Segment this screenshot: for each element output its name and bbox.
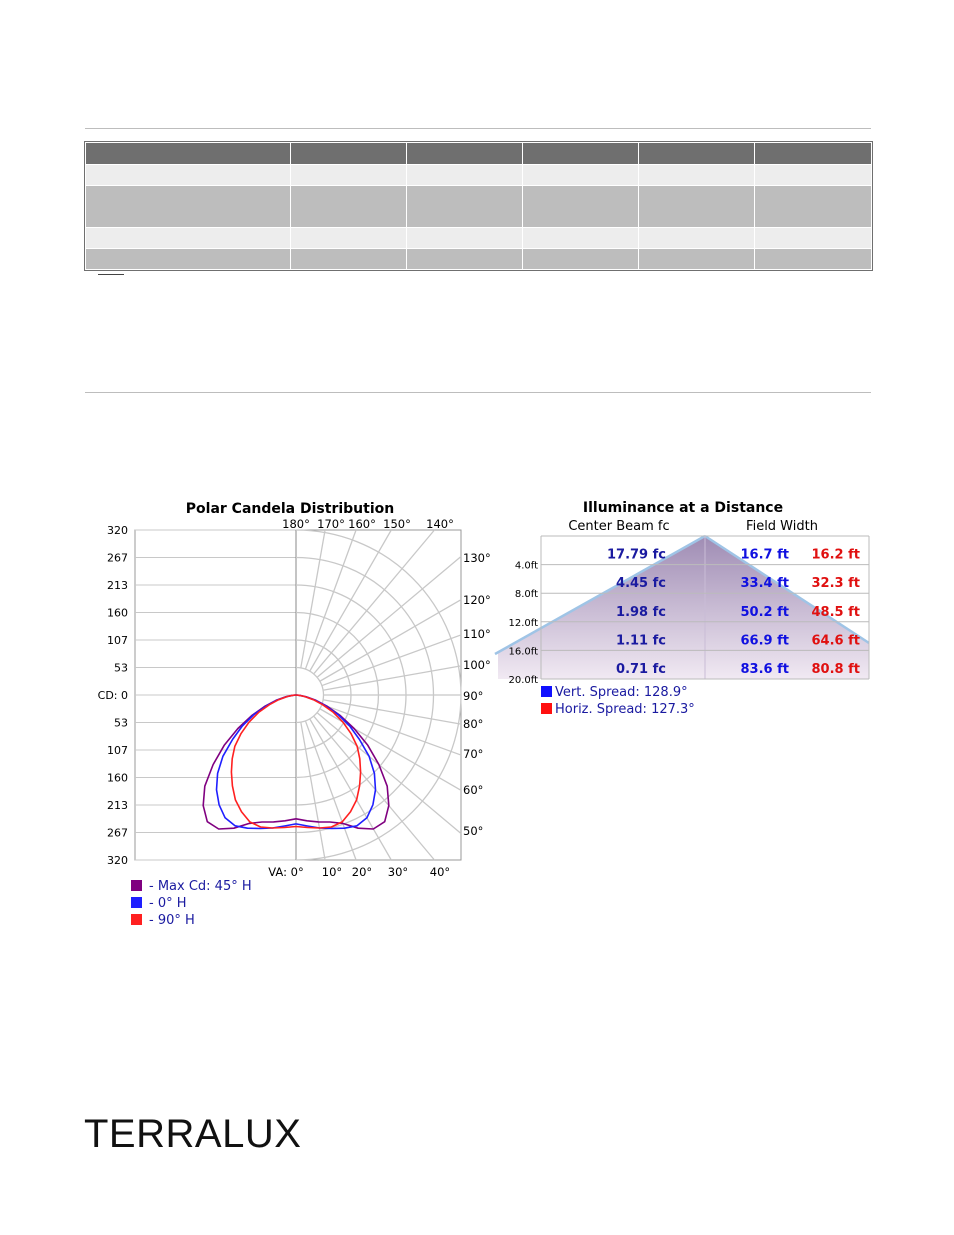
spec-row xyxy=(86,249,872,270)
polar-angle-label: 130° xyxy=(463,551,491,565)
legend-label: Vert. Spread: 128.9° xyxy=(555,685,688,700)
polar-radial-label: 213 xyxy=(107,579,128,592)
field-width-header: Field Width xyxy=(746,519,818,534)
spec-cell xyxy=(86,143,291,165)
section-divider xyxy=(85,392,871,393)
legend-swatch xyxy=(541,686,552,697)
polar-angle-label: 160° xyxy=(348,517,376,531)
spec-cell xyxy=(407,186,523,228)
spec-cell xyxy=(523,249,639,270)
horiz-width-value: 32.3 ft xyxy=(811,576,860,592)
distance-label: 20.0ft xyxy=(508,675,538,686)
spec-row xyxy=(86,165,872,186)
spec-cell xyxy=(407,228,523,249)
polar-radial-label: 267 xyxy=(107,551,128,565)
spec-cell xyxy=(639,249,755,270)
horiz-width-value: 16.2 ft xyxy=(811,547,860,563)
polar-angle-label: 90° xyxy=(463,689,484,703)
spec-cell xyxy=(291,143,407,165)
legend-label: - Max Cd: 45° H xyxy=(149,879,252,894)
polar-radial-label: 107 xyxy=(107,744,128,757)
polar-radial-label: 267 xyxy=(107,826,128,840)
polar-radial-label: 160 xyxy=(107,606,128,620)
spec-cell xyxy=(291,165,407,186)
spec-cell xyxy=(639,143,755,165)
polar-angle-label: 20° xyxy=(351,865,373,879)
polar-title: Polar Candela Distribution xyxy=(185,501,395,517)
polar-angle-label: 30° xyxy=(387,865,409,879)
center-beam-value: 17.79 fc xyxy=(606,547,666,563)
polar-candela-chart xyxy=(85,495,491,935)
polar-radial-label: 107 xyxy=(107,634,128,647)
spec-row xyxy=(86,228,872,249)
spec-table xyxy=(85,142,872,270)
illuminance-title: Illuminance at a Distance xyxy=(582,500,784,516)
polar-angle-label: 110° xyxy=(463,627,491,641)
horiz-width-value: 64.6 ft xyxy=(811,633,860,649)
spec-cell xyxy=(291,186,407,228)
center-beam-value: 4.45 fc xyxy=(616,576,666,592)
top-divider xyxy=(85,128,871,129)
distance-label: 12.0ft xyxy=(508,617,538,629)
vert-width-value: 16.7 ft xyxy=(740,547,789,563)
vert-width-value: 66.9 ft xyxy=(740,633,789,649)
spec-cell xyxy=(639,165,755,186)
legend-swatch xyxy=(131,897,142,908)
spec-cell xyxy=(86,186,291,228)
polar-angle-label: 180° xyxy=(282,517,310,531)
spec-cell xyxy=(523,165,639,186)
polar-angle-label: 60° xyxy=(463,783,484,797)
distance-label: 8.0ft xyxy=(514,589,538,601)
polar-radial-label: 53 xyxy=(114,661,128,675)
legend-swatch xyxy=(131,914,142,925)
polar-radial-label: 320 xyxy=(107,524,128,537)
center-beam-value: 0.71 fc xyxy=(616,662,666,677)
spec-cell xyxy=(407,249,523,270)
polar-angle-label: 170° xyxy=(317,517,345,531)
legend-swatch xyxy=(541,703,552,714)
illuminance-body xyxy=(495,536,869,686)
spec-cell xyxy=(523,143,639,165)
spec-cell xyxy=(86,249,291,270)
illuminance-legend xyxy=(541,685,695,717)
spec-cell xyxy=(523,186,639,228)
legend-label: - 90° H xyxy=(149,913,195,928)
center-beam-value: 1.11 fc xyxy=(616,633,666,649)
polar-radial-label: 160 xyxy=(107,771,128,785)
polar-radial-label: CD: 0 xyxy=(97,689,128,702)
polar-angle-label: 120° xyxy=(463,593,491,607)
center-beam-header: Center Beam fc xyxy=(568,519,670,534)
polar-radial-label: 320 xyxy=(107,854,128,867)
spec-cell xyxy=(755,165,872,186)
polar-radial-label: 53 xyxy=(114,716,128,730)
spec-row xyxy=(86,186,872,228)
legend-label: Horiz. Spread: 127.3° xyxy=(555,702,695,717)
spec-cell xyxy=(86,228,291,249)
spec-cell xyxy=(755,186,872,228)
spec-cell xyxy=(291,228,407,249)
polar-angle-label: 100° xyxy=(463,658,491,672)
legend-label: - 0° H xyxy=(149,896,187,911)
polar-angle-label: 10° xyxy=(321,865,343,879)
spec-cell xyxy=(755,249,872,270)
polar-angle-label: 140° xyxy=(426,517,454,531)
spec-row xyxy=(86,143,872,165)
polar-angle-label: 80° xyxy=(463,717,484,731)
spec-cell xyxy=(407,143,523,165)
spec-cell xyxy=(755,228,872,249)
horiz-width-value: 80.8 ft xyxy=(811,662,860,677)
spec-cell xyxy=(291,249,407,270)
vert-width-value: 83.6 ft xyxy=(740,662,789,677)
polar-angle-label: 70° xyxy=(463,747,484,761)
legend-swatch xyxy=(131,880,142,891)
polar-radial-label: 213 xyxy=(107,799,128,812)
distance-label: 4.0ft xyxy=(514,560,538,572)
spec-cell xyxy=(639,228,755,249)
polar-angle-label: 150° xyxy=(383,517,411,531)
spec-cell xyxy=(407,165,523,186)
polar-angle-label: 40° xyxy=(429,865,451,879)
spec-cell xyxy=(755,143,872,165)
horiz-width-value: 48.5 ft xyxy=(811,604,860,620)
illuminance-chart xyxy=(495,495,875,725)
spec-cell xyxy=(523,228,639,249)
brand-logo: TERRALUX xyxy=(84,1112,302,1156)
footnote-mark xyxy=(98,274,124,275)
distance-label: 16.0ft xyxy=(508,646,538,658)
polar-angle-label: VA: 0° xyxy=(268,865,304,879)
polar-angle-label: 50° xyxy=(463,824,484,838)
center-beam-value: 1.98 fc xyxy=(616,604,666,620)
vert-width-value: 33.4 ft xyxy=(740,576,789,592)
spec-cell xyxy=(639,186,755,228)
polar-legend xyxy=(131,879,252,928)
vert-width-value: 50.2 ft xyxy=(740,604,789,620)
spec-cell xyxy=(86,165,291,186)
